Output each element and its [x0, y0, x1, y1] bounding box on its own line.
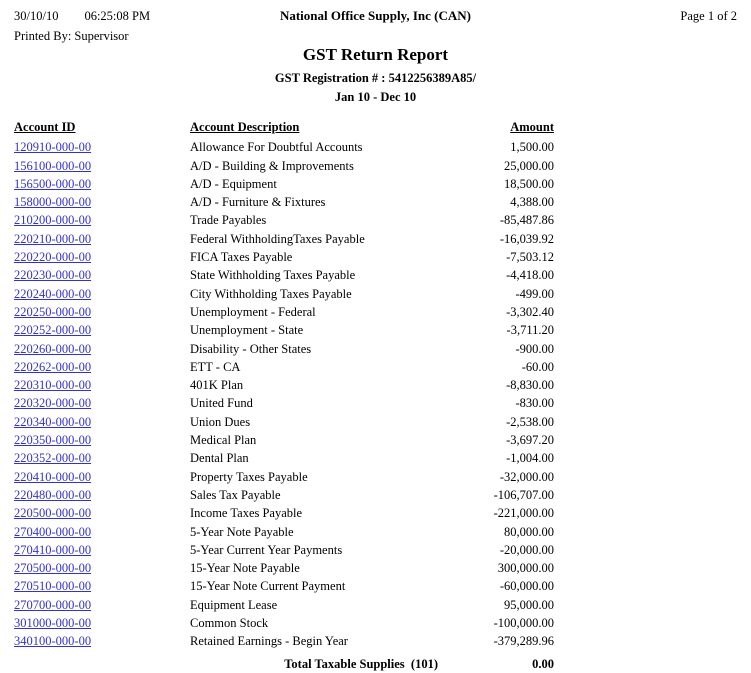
table-row	[14, 541, 554, 559]
print-time: 06:25:08 PM	[84, 9, 151, 23]
table-row	[14, 175, 554, 193]
table-row	[14, 468, 554, 486]
table-row	[14, 358, 554, 376]
account-description: FICA Taxes Payable	[190, 250, 293, 265]
account-id-link[interactable]: 156500-000-00	[14, 176, 92, 191]
table-row	[14, 449, 554, 467]
account-id-link[interactable]: 220230-000-00	[14, 268, 92, 283]
account-description: Sales Tax Payable	[190, 487, 281, 502]
table-row	[14, 559, 554, 577]
account-amount: -16,039.92	[499, 231, 554, 246]
account-id-link[interactable]: 220252-000-00	[14, 323, 92, 338]
account-id-link[interactable]: 220340-000-00	[14, 414, 92, 429]
account-amount: 1,500.00	[510, 140, 554, 155]
table-row	[14, 303, 554, 321]
account-amount: -3,302.40	[506, 304, 554, 319]
printed-by-label: Printed By: Supervisor	[14, 29, 129, 43]
page-indicator: Page 1 of 2	[680, 9, 737, 23]
account-id-link[interactable]: 158000-000-00	[14, 195, 92, 210]
account-description: A/D - Furniture & Fixtures	[190, 195, 326, 210]
account-amount: -830.00	[515, 396, 554, 411]
table-row	[14, 211, 554, 229]
account-id-link[interactable]: 220260-000-00	[14, 341, 92, 356]
account-amount: -1,004.00	[506, 451, 554, 466]
account-amount: 80,000.00	[504, 524, 554, 539]
account-id-link[interactable]: 220210-000-00	[14, 231, 92, 246]
account-description: State Withholding Taxes Payable	[190, 268, 356, 283]
account-amount: -221,000.00	[493, 506, 554, 521]
account-amount: -60,000.00	[499, 579, 554, 594]
account-amount: -7,503.12	[506, 250, 554, 265]
account-id-link[interactable]: 220262-000-00	[14, 359, 92, 374]
account-amount: 300,000.00	[497, 561, 554, 576]
account-description: Disability - Other States	[190, 341, 312, 356]
account-description: Trade Payables	[190, 213, 267, 228]
account-amount: -900.00	[515, 341, 554, 356]
account-description: Medical Plan	[190, 433, 257, 448]
account-id-link[interactable]: 220220-000-00	[14, 250, 92, 265]
account-amount: -4,418.00	[506, 268, 554, 283]
account-amount: -20,000.00	[499, 542, 554, 557]
table-row	[14, 266, 554, 284]
account-id-link[interactable]: 220410-000-00	[14, 469, 92, 484]
account-id-link[interactable]: 301000-000-00	[14, 616, 92, 631]
account-description: City Withholding Taxes Payable	[190, 286, 352, 301]
total-taxable-supplies-amount: 0.00	[532, 656, 554, 671]
table-row	[14, 486, 554, 504]
account-id-link[interactable]: 270510-000-00	[14, 579, 92, 594]
account-amount: 4,388.00	[510, 195, 554, 210]
account-description: 401K Plan	[190, 378, 244, 393]
account-id-link[interactable]: 270400-000-00	[14, 524, 92, 539]
account-amount: 95,000.00	[504, 597, 554, 612]
report-header-row	[14, 8, 737, 24]
date-time-block	[14, 8, 280, 24]
total-row	[14, 651, 554, 673]
table-row	[14, 523, 554, 541]
report-period: Jan 10 - Dec 10	[334, 90, 417, 104]
account-description: Common Stock	[190, 616, 269, 631]
account-description: Federal WithholdingTaxes Payable	[190, 231, 365, 246]
account-description: ETT - CA	[190, 359, 241, 374]
account-amount: -32,000.00	[499, 469, 554, 484]
account-description: Equipment Lease	[190, 597, 278, 612]
account-id-link[interactable]: 156100-000-00	[14, 158, 92, 173]
table-header-row	[14, 118, 554, 138]
account-description: United Fund	[190, 396, 253, 411]
table-row	[14, 138, 554, 156]
table-row	[14, 577, 554, 595]
report-table-body	[14, 138, 554, 650]
table-row	[14, 504, 554, 522]
account-amount: -85,487.86	[499, 213, 554, 228]
gst-report-table	[14, 118, 554, 673]
account-amount: -2,538.00	[506, 414, 554, 429]
account-amount: -3,697.20	[506, 433, 554, 448]
account-id-link[interactable]: 220320-000-00	[14, 396, 92, 411]
table-row	[14, 193, 554, 211]
company-name: National Office Supply, Inc (CAN)	[279, 8, 472, 23]
table-row	[14, 340, 554, 358]
column-header-amount: Amount	[510, 120, 554, 134]
table-row	[14, 614, 554, 632]
gst-registration-number: GST Registration # : 5412256389A85/	[274, 71, 477, 85]
table-row	[14, 596, 554, 614]
table-row	[14, 376, 554, 394]
account-description: Unemployment - Federal	[190, 304, 316, 319]
account-amount: -8,830.00	[506, 378, 554, 393]
account-description: Dental Plan	[190, 451, 249, 466]
account-description: Retained Earnings - Begin Year	[190, 634, 348, 649]
account-amount: -60.00	[521, 359, 554, 374]
account-description: A/D - Equipment	[190, 176, 277, 191]
account-id-link[interactable]: 340100-000-00	[14, 634, 92, 649]
account-amount: -379,289.96	[493, 634, 554, 649]
account-description: 5-Year Note Payable	[190, 524, 294, 539]
account-description: Allowance For Doubtful Accounts	[190, 140, 363, 155]
account-amount: 25,000.00	[504, 158, 554, 173]
total-taxable-supplies-label: Total Taxable Supplies (101)	[284, 656, 438, 671]
column-header-description: Account Description	[190, 120, 300, 134]
account-id-link[interactable]: 220310-000-00	[14, 378, 92, 393]
table-row	[14, 431, 554, 449]
table-row	[14, 413, 554, 431]
account-description: 15-Year Note Payable	[190, 561, 300, 576]
account-amount: -100,000.00	[493, 616, 554, 631]
account-id-link[interactable]: 120910-000-00	[14, 140, 92, 155]
account-id-link[interactable]: 220240-000-00	[14, 286, 92, 301]
account-id-link[interactable]: 270410-000-00	[14, 542, 92, 557]
report-title: GST Return Report	[302, 45, 449, 64]
account-amount: -106,707.00	[493, 487, 554, 502]
table-row	[14, 394, 554, 412]
account-amount: -499.00	[515, 286, 554, 301]
table-row	[14, 321, 554, 339]
account-description: Income Taxes Payable	[190, 506, 303, 521]
account-description: Unemployment - State	[190, 323, 304, 338]
table-row	[14, 285, 554, 303]
account-amount: -3,711.20	[506, 323, 554, 338]
account-id-link[interactable]: 210200-000-00	[14, 213, 92, 228]
account-id-link[interactable]: 220250-000-00	[14, 304, 92, 319]
account-id-link[interactable]: 270500-000-00	[14, 561, 92, 576]
table-row	[14, 632, 554, 650]
table-row	[14, 157, 554, 175]
account-description: A/D - Building & Improvements	[190, 158, 354, 173]
account-id-link[interactable]: 220350-000-00	[14, 433, 92, 448]
table-row	[14, 248, 554, 266]
account-id-link[interactable]: 220352-000-00	[14, 451, 92, 466]
print-date: 30/10/10	[14, 9, 59, 23]
column-header-account-id: Account ID	[14, 120, 76, 134]
account-id-link[interactable]: 220500-000-00	[14, 506, 92, 521]
account-id-link[interactable]: 220480-000-00	[14, 487, 92, 502]
account-description: 15-Year Note Current Payment	[190, 579, 346, 594]
account-description: 5-Year Current Year Payments	[190, 542, 343, 557]
account-id-link[interactable]: 270700-000-00	[14, 597, 92, 612]
table-row	[14, 230, 554, 248]
account-description: Property Taxes Payable	[190, 469, 308, 484]
account-description: Union Dues	[190, 414, 251, 429]
account-amount: 18,500.00	[504, 176, 554, 191]
